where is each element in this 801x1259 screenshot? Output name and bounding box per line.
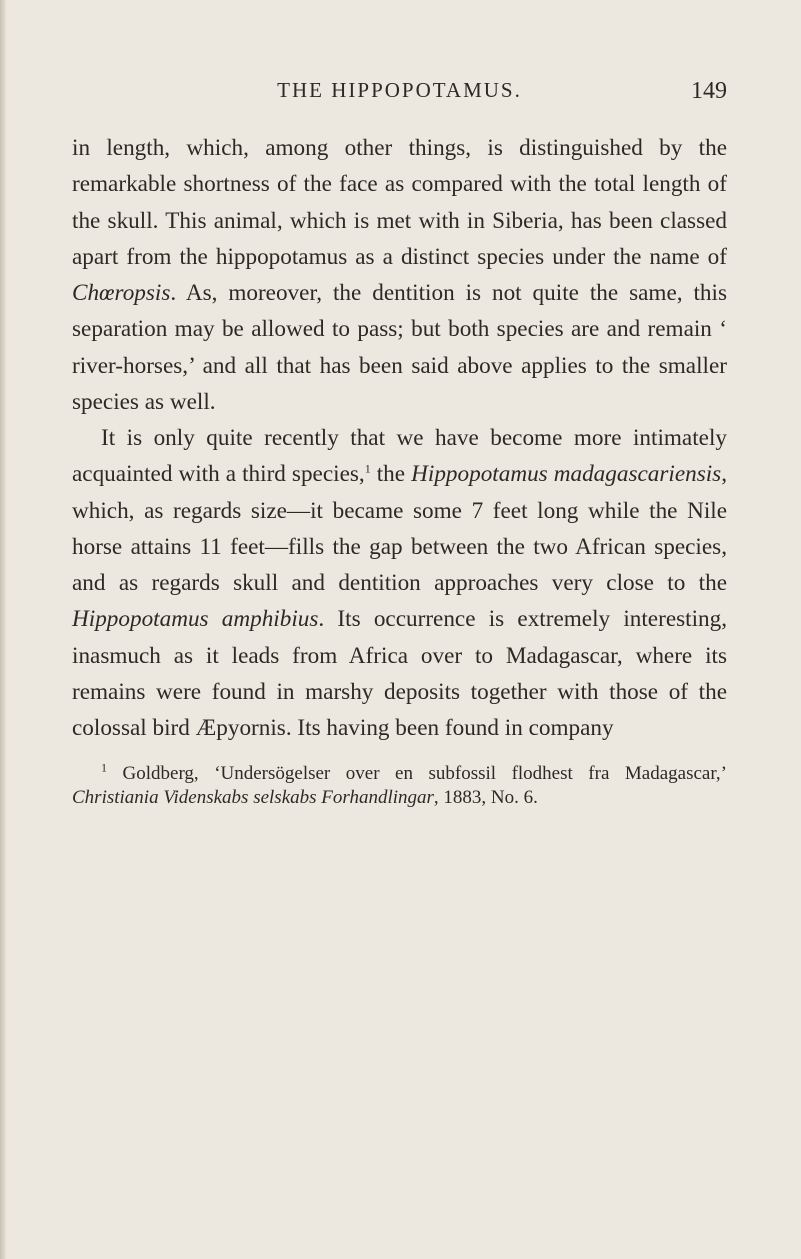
paragraph bbox=[72, 130, 727, 420]
text-run: the bbox=[370, 461, 412, 488]
italic-text: Hippopotamus madagascariensis bbox=[411, 461, 722, 488]
footnote-lead-space bbox=[72, 763, 101, 784]
text-run: in length, which, among other things, is distinguished by the remarkable shortness of the face as compared with the total length of the skull. This animal, which is met with in Siberia, has been classed apart from the hippopotamus as a distinct species under the name of bbox=[72, 135, 727, 270]
text-run: . As, moreover, the dentition is not quite the same, this separation may be allowed to pass; but both species are and remain ‘ river-horses,’ and all that has been said above applies to the smaller species as well. bbox=[72, 280, 727, 415]
text-run: , which, as regards size—it became some 7 feet long while the Nile horse attains 11 feet—fills the gap between the two African species, and as regards skull and dentition approaches very close to the bbox=[72, 461, 727, 596]
body-text bbox=[72, 130, 727, 746]
running-title: THE HIPPOPOTAMUS. bbox=[277, 78, 522, 102]
book-page bbox=[72, 78, 727, 810]
footnote-mark: 1 bbox=[101, 760, 107, 775]
text-run: . Its occurrence is extremely interesting, inasmuch as it leads from Africa over to Madagascar, where its remains were found in marshy deposits together with those of the colossal bird Æpyornis. Its having been found in company bbox=[72, 606, 728, 741]
text-run: It is only quite recently that we have become more intimately acquainted with a third species, bbox=[72, 425, 727, 488]
footnote-text: Goldberg, ‘Undersögelser over en subfossil flodhest fra Madagascar,’ bbox=[107, 763, 727, 785]
footnote-citation-tail: , 1883, No. 6. bbox=[433, 787, 538, 809]
footnote-journal-title: Christiania Videnskabs selskabs Forhandlingar bbox=[72, 787, 434, 809]
footnotes bbox=[72, 762, 727, 810]
footnote bbox=[72, 762, 727, 810]
footnote-reference: 1 bbox=[364, 461, 371, 476]
running-head bbox=[72, 78, 727, 118]
page-number: 149 bbox=[691, 78, 727, 104]
italic-text: Hippopotamus amphibius bbox=[72, 606, 319, 633]
italic-text: Chœropsis bbox=[72, 280, 171, 306]
page-edge bbox=[0, 0, 6, 1259]
paragraph bbox=[72, 420, 727, 746]
